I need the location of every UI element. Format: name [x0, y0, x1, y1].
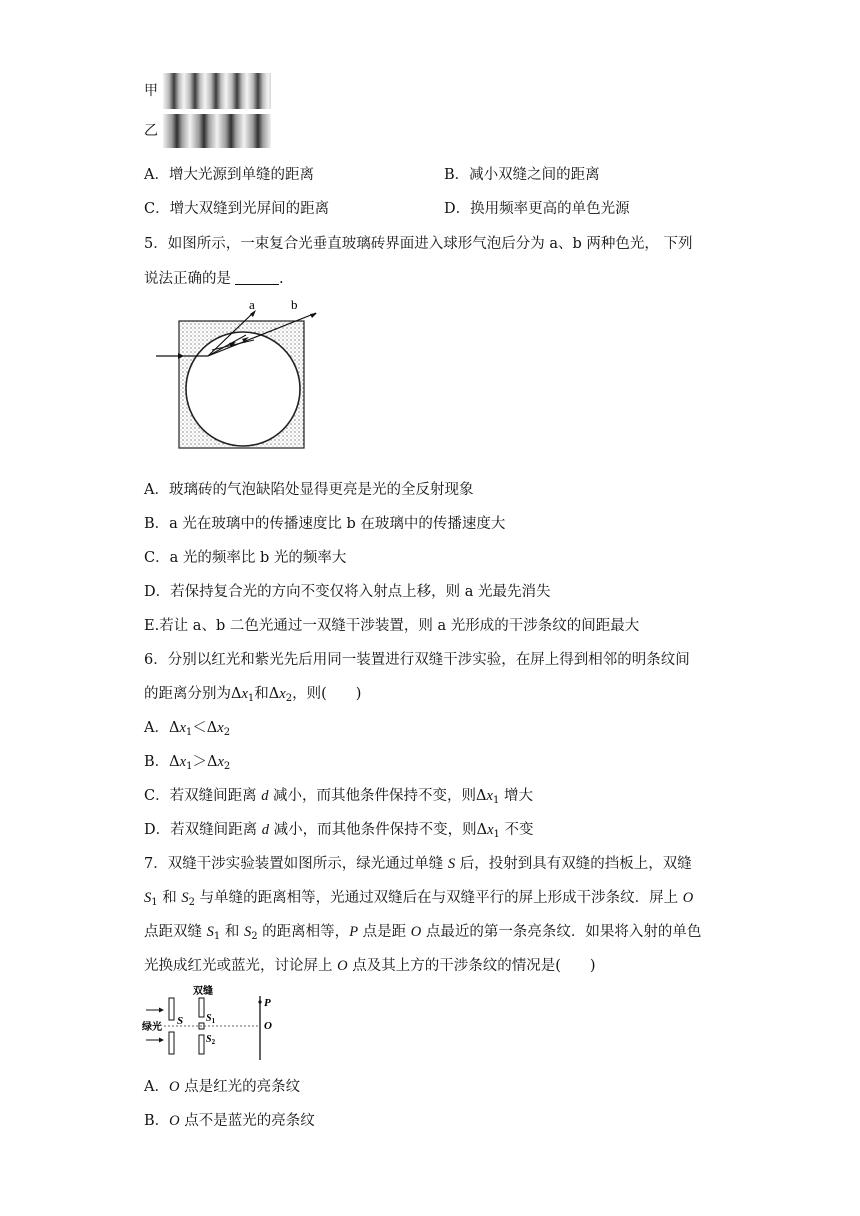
q7-stem-line3: 点距双缝 $S_1$ 和 $S_2$ 的距离相等，P 点是距 O 点最近的第一条亮条纹．如果将入射的单色	[144, 924, 702, 942]
double-slit-upper	[199, 998, 204, 1017]
fringe-label-jia: 甲	[144, 83, 158, 99]
double-slit-lower	[199, 1035, 204, 1054]
q6-stem-line2: 的距离分别为$\Delta x_1$和$\Delta x_2$，则( )	[144, 686, 362, 704]
q5-option-b: B．a 光在玻璃中的传播速度比 b 在玻璃中的传播速度大	[144, 516, 506, 532]
q4-option-a: A．增大光源到单缝的距离	[144, 167, 314, 183]
single-slit-lower	[169, 1032, 174, 1054]
q6-option-d: D．若双缝间距离 d 减小，而其他条件保持不变，则$\Delta x_1$ 不变	[144, 822, 534, 840]
q7-stem-line1: 7．双缝干涉实验装置如图所示，绿光通过单缝 S 后，投射到具有双缝的挡板上，双缝	[144, 856, 692, 872]
q5-stem-line2	[144, 267, 284, 288]
q6-option-b: B．$\Delta x_1>\Delta x_2$	[144, 754, 231, 772]
double-slit-apparatus-figure	[140, 982, 280, 1062]
q5-stem-line1: 5．如图所示，一束复合光垂直玻璃砖界面进入球形气泡后分为 a、b 两种色光， 下列	[144, 236, 693, 252]
q7-stem-line4: 光换成红光或蓝光，讨论屏上 O 点及其上方的干涉条纹的情况是( )	[144, 958, 596, 974]
q4-option-d: D．换用频率更高的单色光源	[444, 201, 630, 217]
q7-option-b: B．O 点不是蓝光的亮条纹	[144, 1113, 315, 1129]
q5-option-e: E.若让 a、b 二色光通过一双缝干涉装置，则 a 光形成的干涉条纹的间距最大	[144, 618, 640, 634]
q5-stem-end: .	[279, 271, 284, 287]
fringe-pattern-yi	[163, 114, 271, 148]
q5-option-d: D．若保持复合光的方向不变仅将入射点上移，则 a 光最先消失	[144, 584, 551, 600]
q6-stem-line1: 6．分别以红光和紫光先后用同一装置进行双缝干涉实验，在屏上得到相邻的明条纹间	[144, 652, 690, 668]
slit-s2-label: $S_2$	[206, 1034, 216, 1046]
air-bubble	[186, 332, 300, 446]
answer-blank	[235, 272, 279, 285]
q4-option-b: B．减小双缝之间的距离	[444, 167, 600, 183]
q6-option-a: A．$\Delta x_1<\Delta x_2$	[144, 720, 231, 738]
q5-option-c: C．a 光的频率比 b 光的频率大	[144, 550, 347, 566]
double-slit-label: 双缝	[193, 986, 213, 997]
q5-option-a: A．玻璃砖的气泡缺陷处显得更亮是光的全反射现象	[144, 482, 474, 498]
fringe-pattern-jia	[163, 73, 271, 109]
q4-option-c: C．增大双缝到光屏间的距离	[144, 201, 330, 217]
q7-stem-line2: $S_1$ 和 $S_2$ 与单缝的距离相等，光通过双缝后在与双缝平行的屏上形成干涉条纹．屏上 O	[144, 890, 694, 908]
q5-stem-text: 说法正确的是	[144, 271, 231, 287]
single-slit-upper	[169, 998, 174, 1020]
ray-b-label: b	[291, 297, 298, 312]
point-p-marker	[258, 1000, 261, 1003]
single-slit-label: S	[177, 1015, 184, 1027]
green-light-label: 绿光	[142, 1022, 162, 1033]
slit-s1-label: $S_1$	[206, 1013, 216, 1025]
bubble-refraction-figure	[150, 295, 330, 457]
q7-option-a: A．O 点是红光的亮条纹	[144, 1079, 301, 1095]
fringe-label-yi: 乙	[144, 123, 158, 139]
point-p-label: P	[264, 997, 271, 1009]
ray-a-label: a	[249, 297, 255, 312]
point-o-label: O	[264, 1020, 272, 1032]
q6-option-c: C．若双缝间距离 d 减小，而其他条件保持不变，则$\Delta x_1$ 增大	[144, 788, 533, 806]
